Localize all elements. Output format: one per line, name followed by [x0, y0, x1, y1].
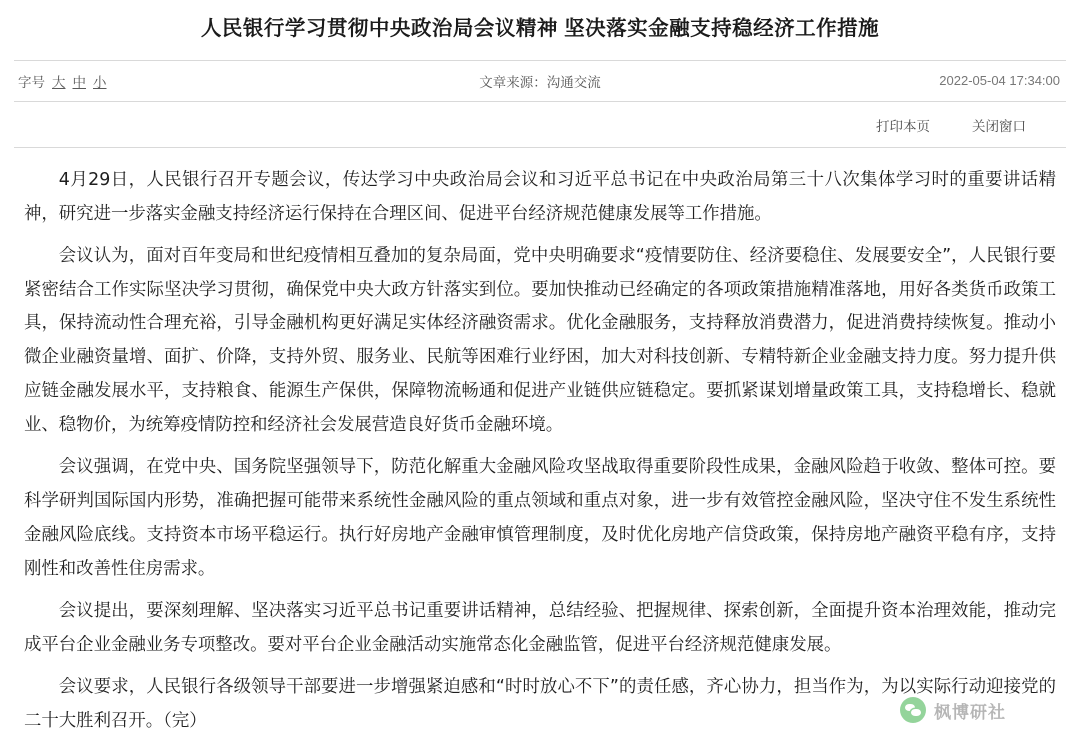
scrollbar[interactable]: [1070, 0, 1078, 739]
article-paragraph: 会议强调，在党中央、国务院坚强领导下，防范化解重大金融风险攻坚战取得重要阶段性成果，金融风险趋于收敛、整体可控。要科学研判国际国内形势，准确把握可能带来系统性金融风险的重点领域和重点对象，进一步有效管控金融风险，坚决守住不发生系统性金融风险底线。支持资本市场平稳运行。执行好房地产金融审慎管理制度，及时优化房地产信贷政策，保持房地产融资平稳有序，支持刚性和改善性住房需求。: [24, 457, 1056, 580]
font-size-label: 字号: [18, 74, 45, 90]
article-paragraph: 会议提出，要深刻理解、坚决落实习近平总书记重要讲话精神，总结经验、把握规律、探索创新，全面提升资本治理效能，推动完成平台企业金融业务专项整改。要对平台企业金融活动实施常态化金融监管，促进平台经济规范健康发展。: [24, 600, 1056, 655]
print-page-link[interactable]: 打印本页: [876, 118, 930, 134]
article-paragraph: 会议认为，面对百年变局和世纪疫情相互叠加的复杂局面，党中央明确要求“疫情要防住、经济要稳住、发展要安全”，人民银行要紧密结合工作实际坚决学习贯彻，确保党中央大政方针落实到位。要加快推动已经确定的各项政策措施精准落地，用好各类货币政策工具，保持流动性合理充裕，引导金融机构更好满足实体经济融资需求。优化金融服务，支持释放消费潜力，促进消费持续恢复。推动小微企业融资量增、面扩、价降，支持外贸、服务业、民航等困难行业纾困，加大对科技创新、专精特新企业金融支持力度。努力提升供应链金融发展水平，支持粮食、能源生产保供，保障物流畅通和促进产业链供应链稳定。要抓紧谋划增量政策工具，支持稳增长、稳就业、稳物价，为统筹疫情防控和经济社会发展营造良好货币金融环境。: [24, 245, 1056, 436]
font-size-small[interactable]: 小: [93, 74, 107, 90]
watermark-text: 枫博研社: [934, 702, 1006, 722]
article-actions: [14, 102, 1066, 135]
meta-bar: [14, 60, 1066, 102]
font-size-medium[interactable]: 中: [72, 74, 86, 90]
font-size-large[interactable]: 大: [52, 74, 66, 90]
page-title: 人民银行学习贯彻中央政治局会议精神 坚决落实金融支持稳经济工作措施: [200, 17, 880, 40]
article-paragraph: 4月29日，人民银行召开专题会议，传达学习中央政治局会议和习近平总书记在中央政治局第三十八次集体学习时的重要讲话精神，研究进一步落实金融支持经济运行保持在合理区间、促进平台经济规范健康发展等工作措施。: [24, 169, 1056, 224]
font-size-controls: [14, 71, 107, 91]
article-source-label: 文章来源：: [479, 74, 547, 90]
close-window-link[interactable]: 关闭窗口: [972, 118, 1026, 134]
article-source-value: 沟通交流: [546, 74, 601, 90]
article-paragraph: 会议要求，人民银行各级领导干部要进一步增强紧迫感和“时时放心不下”的责任感，齐心协力，担当作为，为以实际行动迎接党的二十大胜利召开。（完）: [24, 676, 1056, 731]
article-timestamp: 2022-05-04 17:34:00: [939, 73, 1060, 89]
article-source: [14, 71, 1066, 91]
article-body: [14, 148, 1066, 739]
